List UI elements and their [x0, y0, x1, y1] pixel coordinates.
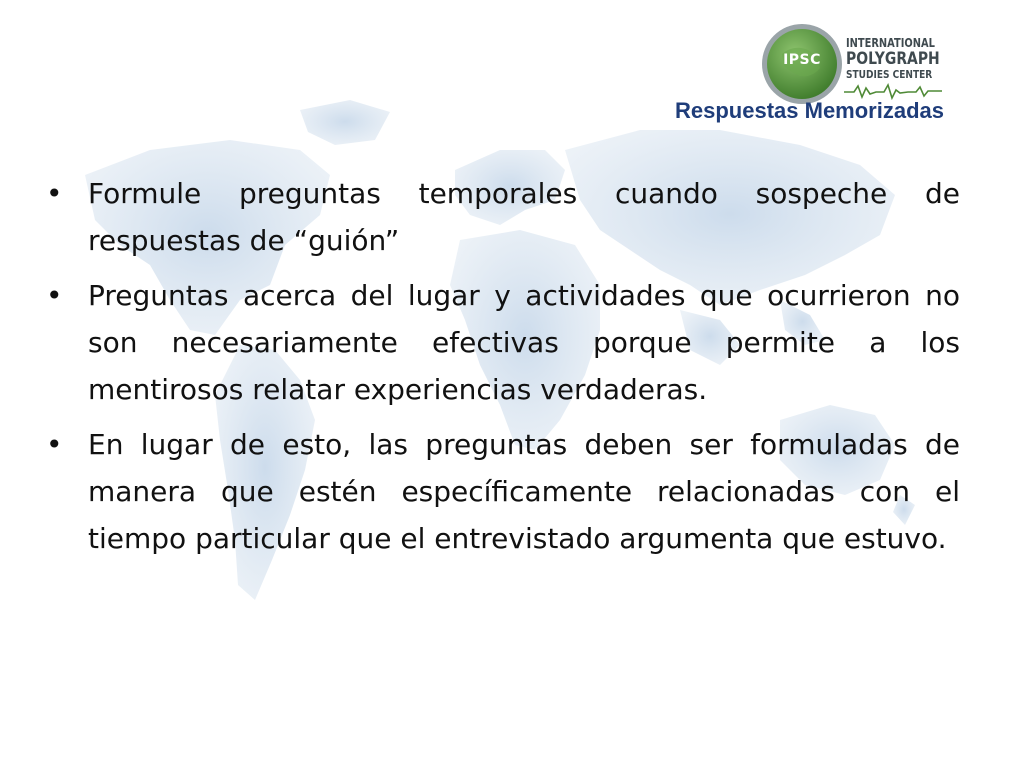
logo-abbreviation: IPSC	[783, 52, 821, 68]
bullet-item	[46, 421, 960, 562]
bullet-text: Preguntas acerca del lugar y actividades que ocurrieron no son necesariamente efectivas porque permite a los mentirosos relatar experiencias verdaderas.	[88, 279, 960, 406]
bullet-dot: •	[46, 279, 63, 312]
bullet-item	[46, 272, 960, 413]
bullet-list	[46, 170, 960, 570]
logo-text-line-3: STUDIES CENTER	[846, 68, 933, 81]
bullet-dot: •	[46, 428, 63, 461]
logo-text-line-2: POLYGRAPH	[846, 49, 940, 69]
bullet-text: Formule preguntas temporales cuando sospeche de respuestas de “guión”	[88, 177, 960, 257]
slide-title: Respuestas Memorizadas	[675, 98, 944, 123]
ipsc-logo	[760, 22, 960, 110]
logo-text-line-1: INTERNATIONAL	[846, 36, 935, 50]
bullet-dot: •	[46, 177, 63, 210]
bullet-item	[46, 170, 960, 264]
bullet-text: En lugar de esto, las preguntas deben ser formuladas de manera que estén específicamente relacionadas con el tiempo particular que el entrevistado argumenta que estuvo.	[88, 428, 960, 555]
